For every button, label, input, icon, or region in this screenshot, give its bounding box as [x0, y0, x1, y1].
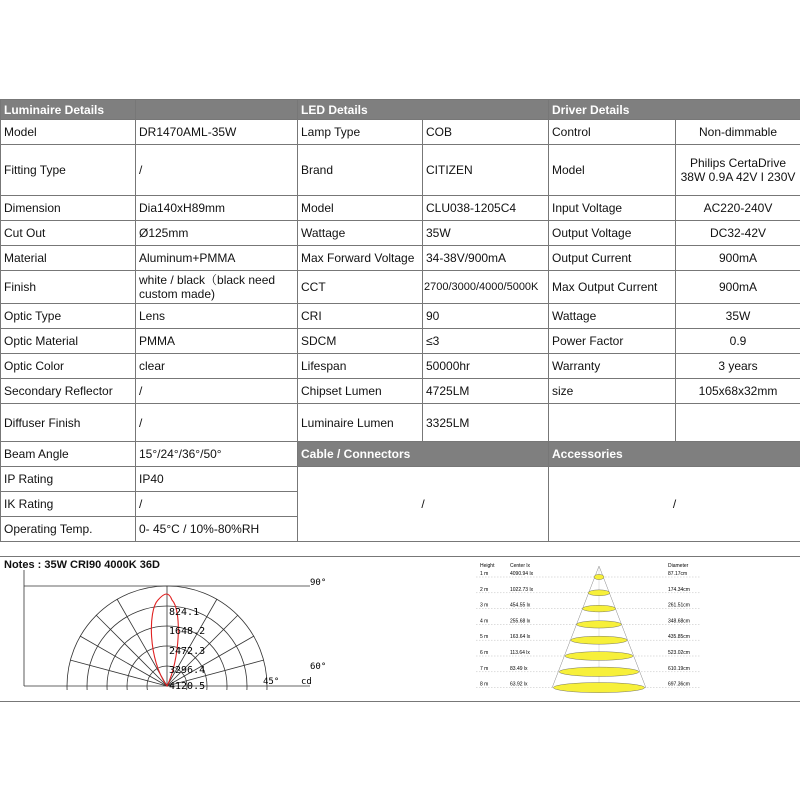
row-value: white / black（black need custom made) [136, 271, 298, 304]
row-value: 2700/3000/4000/5000K [423, 271, 549, 304]
driver-details-header: Driver Details [549, 100, 800, 120]
row-label: Lifespan [298, 354, 423, 379]
row-value: clear [136, 354, 298, 379]
row-value: DR1470AML-35W [136, 120, 298, 145]
row-value: Non-dimmable [676, 120, 800, 145]
row-value: ≤3 [423, 329, 549, 354]
row-value: 35W [423, 221, 549, 246]
row-label: Model [1, 120, 136, 145]
cable-connectors-value: / [298, 467, 549, 542]
row-label: IP Rating [1, 467, 136, 492]
light-ellipse [582, 605, 615, 612]
height-value: 7 m [480, 665, 489, 672]
diameter-value: 87.17cm [668, 571, 688, 577]
table-row [1, 246, 800, 271]
table-row [1, 467, 800, 492]
table-row [1, 329, 800, 354]
row-value: 50000hr [423, 354, 549, 379]
row-value: 105x68x32mm [676, 379, 800, 404]
header-row [1, 100, 800, 120]
height-value: 4 m [480, 618, 489, 625]
table-row [1, 120, 800, 145]
row-value: CITIZEN [423, 145, 549, 196]
diameter-header: Diameter [668, 563, 689, 569]
table-row [1, 271, 800, 304]
row-value: PMMA [136, 329, 298, 354]
row-label: Material [1, 246, 136, 271]
spec-sheet [0, 99, 800, 542]
ring-label: 1648.2 [169, 626, 206, 637]
row-label: Secondary Reflector [1, 379, 136, 404]
ring-label: 2472.3 [169, 646, 206, 657]
row-label: Luminaire Lumen [298, 404, 423, 442]
row-value: 0- 45°C / 10%-80%RH [136, 517, 298, 542]
row-label: Fitting Type [1, 145, 136, 196]
row-value: Dia140xH89mm [136, 196, 298, 221]
row-value: AC220-240V [676, 196, 800, 221]
row-value: 35W [676, 304, 800, 329]
table-row [1, 196, 800, 221]
row-label: Chipset Lumen [298, 379, 423, 404]
notes-label: Notes : 35W CRI90 4000K 36D [4, 559, 160, 571]
row-value: 900mA [676, 271, 800, 304]
center-lux-value: 163.64 lx [510, 634, 531, 641]
table-row [1, 379, 800, 404]
row-value: IP40 [136, 467, 298, 492]
row-value: 3 years [676, 354, 800, 379]
row-value: 15°/24°/36°/50° [136, 442, 298, 467]
row-label: Cut Out [1, 221, 136, 246]
ring-label: 824.1 [169, 607, 200, 618]
center-lux-value: 454.55 lx [510, 602, 531, 609]
row-value: COB [423, 120, 549, 145]
row-value: 900mA [676, 246, 800, 271]
row-label: Power Factor [549, 329, 676, 354]
table-row [1, 404, 800, 442]
row-value: 0.9 [676, 329, 800, 354]
row-value [676, 404, 800, 442]
height-value: 3 m [480, 602, 489, 609]
table-row [1, 442, 800, 467]
row-label: CRI [298, 304, 423, 329]
diameter-value: 348.68cm [668, 618, 690, 625]
row-label [549, 404, 676, 442]
diameter-value: 610.19cm [668, 665, 690, 672]
row-label: Optic Color [1, 354, 136, 379]
height-header: Height [480, 563, 495, 569]
diameter-value: 261.51cm [668, 602, 690, 609]
row-label: Wattage [549, 304, 676, 329]
row-label: IK Rating [1, 492, 136, 517]
angle-label: 60° [310, 662, 327, 672]
row-value: DC32-42V [676, 221, 800, 246]
row-value: 90 [423, 304, 549, 329]
angle-label: 90° [310, 578, 327, 588]
row-value: / [136, 145, 298, 196]
illuminance-cone-diagram [470, 558, 710, 694]
row-label: Model [298, 196, 423, 221]
row-value: / [136, 492, 298, 517]
light-ellipse [577, 621, 622, 628]
accessories-header: Accessories [549, 442, 800, 467]
row-label: Diffuser Finish [1, 404, 136, 442]
height-value: 6 m [480, 650, 489, 656]
row-label: Warranty [549, 354, 676, 379]
led-details-header: LED Details [298, 100, 549, 120]
table-row [1, 304, 800, 329]
row-value: Aluminum+PMMA [136, 246, 298, 271]
row-label: size [549, 379, 676, 404]
row-value: 3325LM [423, 404, 549, 442]
row-value: / [136, 404, 298, 442]
center-lux-header: Center lx [510, 563, 531, 569]
row-label: CCT [298, 271, 423, 304]
diameter-value: 697.36cm [668, 681, 690, 688]
angle-label: 45° [263, 677, 280, 687]
row-label: Operating Temp. [1, 517, 136, 542]
height-value: 8 m [480, 681, 489, 688]
row-value: / [136, 379, 298, 404]
table-row [1, 221, 800, 246]
light-ellipse [565, 652, 633, 661]
row-value: 34-38V/900mA [423, 246, 549, 271]
row-value: Philips CertaDrive 38W 0.9A 42V I 230V [676, 145, 800, 196]
light-ellipse [559, 667, 639, 676]
ring-label: 3296.4 [169, 665, 206, 676]
height-value: 1 m [480, 571, 489, 577]
light-ellipse [588, 590, 610, 596]
row-label: Lamp Type [298, 120, 423, 145]
row-label: Wattage [298, 221, 423, 246]
row-value: 4725LM [423, 379, 549, 404]
row-label: Output Current [549, 246, 676, 271]
center-lux-value: 83.49 lx [510, 665, 528, 672]
height-value: 2 m [480, 586, 489, 593]
row-label: Output Voltage [549, 221, 676, 246]
row-label: Optic Material [1, 329, 136, 354]
center-lux-value: 255.68 lx [510, 618, 531, 625]
row-label: Optic Type [1, 304, 136, 329]
row-label: Model [549, 145, 676, 196]
row-label: Dimension [1, 196, 136, 221]
light-ellipse [594, 574, 604, 579]
row-value: Lens [136, 304, 298, 329]
row-label: Input Voltage [549, 196, 676, 221]
center-lux-value: 1022.73 lx [510, 586, 534, 593]
unit-label: cd [301, 677, 312, 687]
diameter-value: 174.34cm [668, 586, 690, 593]
accessories-value: / [549, 467, 800, 542]
cable-connectors-header: Cable / Connectors [298, 442, 549, 467]
row-label: Max Output Current [549, 271, 676, 304]
ring-label: 4120.5 [169, 681, 206, 690]
row-value: CLU038-1205C4 [423, 196, 549, 221]
row-label: Beam Angle [1, 442, 136, 467]
row-value: Ø125mm [136, 221, 298, 246]
row-label: Finish [1, 271, 136, 304]
luminaire-details-header: Luminaire Details [1, 100, 136, 120]
polar-intensity-diagram [20, 570, 340, 690]
center-lux-value: 113.64 lx [510, 650, 530, 656]
table-row [1, 354, 800, 379]
light-ellipse [571, 636, 627, 644]
center-lux-value: 4090.94 lx [510, 571, 534, 577]
row-label: Max Forward Voltage [298, 246, 423, 271]
diameter-value: 435.85cm [668, 634, 690, 641]
table-row [1, 145, 800, 196]
spec-table [0, 99, 800, 542]
center-lux-value: 63.92 lx [510, 681, 528, 688]
row-label: Brand [298, 145, 423, 196]
row-label: SDCM [298, 329, 423, 354]
row-label: Control [549, 120, 676, 145]
diameter-value: 523.02cm [668, 650, 690, 656]
height-value: 5 m [480, 634, 489, 641]
light-ellipse [553, 683, 644, 693]
